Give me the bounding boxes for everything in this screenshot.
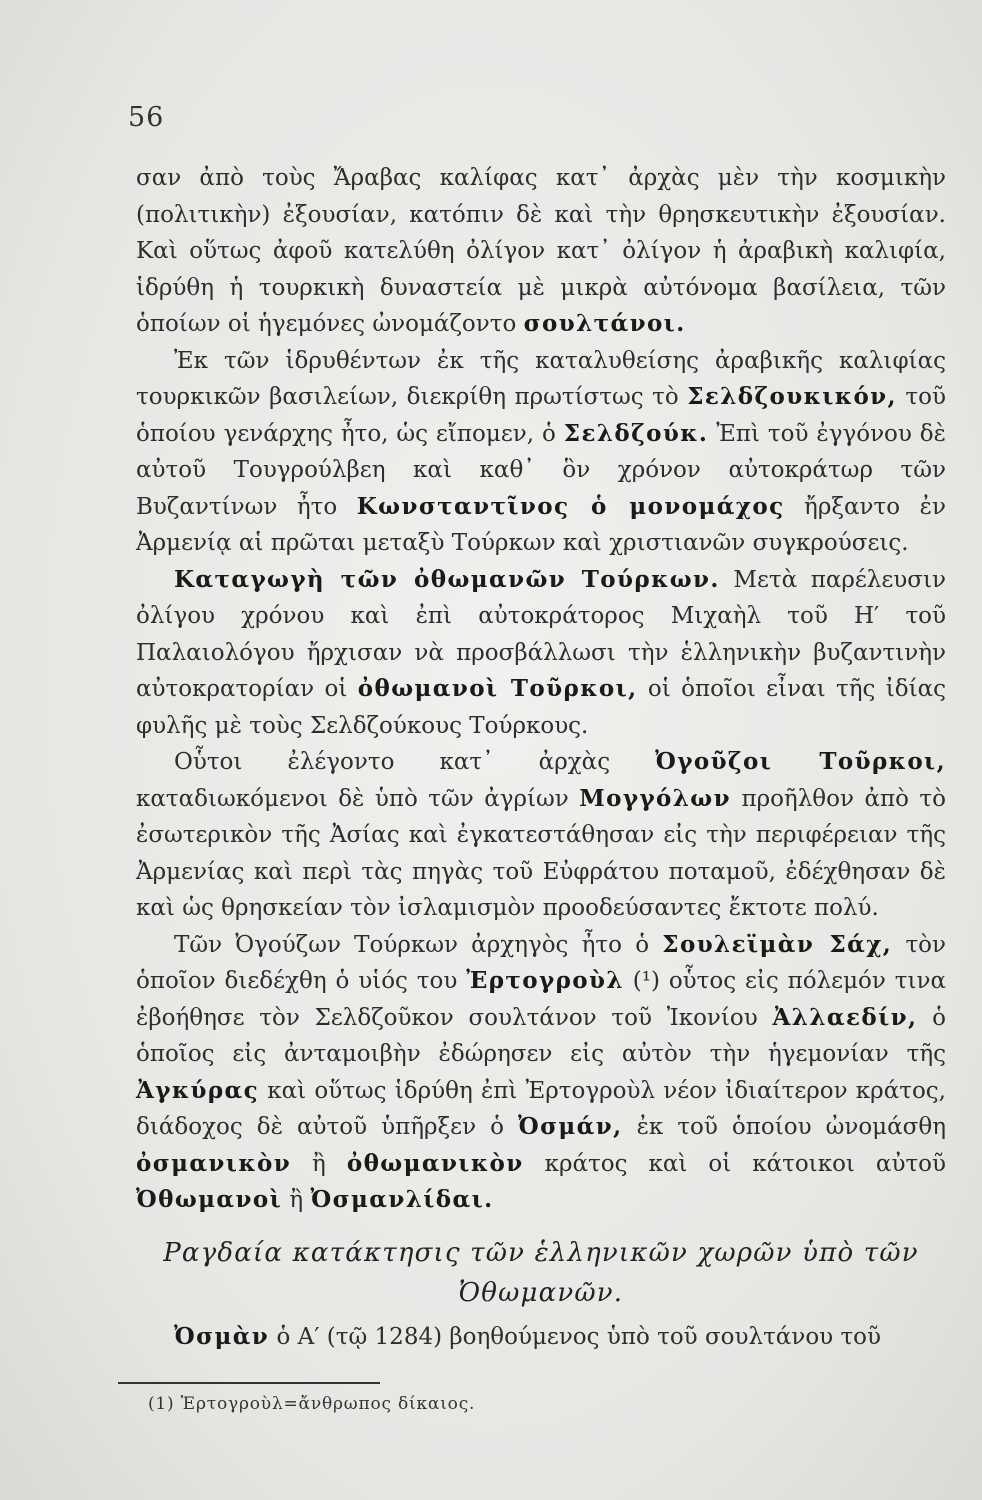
text-run: ἐκ τοῦ ὁποίου ὠνομάσθη	[622, 1114, 946, 1140]
body-text	[136, 160, 946, 1355]
paragraphs	[136, 160, 946, 1219]
footnote-rule	[118, 1382, 380, 1384]
bold-term: Ὀσμανλίδαι.	[310, 1186, 494, 1213]
text-run: καταδιωκόμενοι δὲ ὑπὸ τῶν ἀγρίων	[136, 785, 580, 812]
bold-term: Ἐρτογροὺλ	[466, 967, 624, 994]
bold-term: Ἀλλαεδίν,	[772, 1003, 918, 1031]
text-run: ὁ Α′ (τῷ 1284) βοηθούμενος ὑπὸ τοῦ σουλτάνου τοῦ	[269, 1323, 882, 1350]
bold-term: Καταγωγὴ τῶν ὀθωμανῶν Τούρκων.	[174, 565, 720, 593]
text-run: Τῶν Ὀγούζων Τούρκων ἀρχηγὸς ἦτο ὁ	[174, 931, 663, 958]
text-run: οἱ ὁποῖοι εἶναι τῆς ἰδίας φυλῆς μὲ τοὺς Σελδζούκους Τούρκους.	[136, 676, 947, 739]
text-run: προῆλθον ἀπὸ τὸ ἐσωτερικὸν τῆς Ἀσίας καὶ ἐγκατεστάθησαν εἰς τὴν περιφέρειαν τῆς Ἀρμενίας καὶ περὶ τὰς πηγὰς τοῦ Εὐφράτου ποταμοῦ, ἐδέχθησαν δὲ καὶ ὡς θρησκείαν τὸν ἰσλαμισμὸν προοδεύσαντες ἔκτοτε πολύ.	[136, 785, 946, 921]
bold-term: Ὀσμὰν	[174, 1322, 270, 1350]
bold-term: Ὀσμάν,	[517, 1113, 623, 1140]
paragraph	[136, 1319, 946, 1356]
bold-term: Κωνσταντῖνος ὁ μονομάχος	[356, 492, 785, 520]
text-run: ἢ	[282, 1187, 311, 1213]
text-run: Οὗτοι ἐλέγοντο κατ᾿ ἀρχὰς	[174, 749, 656, 775]
text-run: τὸν ὁποῖον διεδέχθη ὁ υἱός του	[136, 931, 946, 994]
bold-term: Σουλεϊμὰν Σάχ,	[662, 930, 893, 958]
text-run: σαν ἀπὸ τοὺς Ἄραβας καλίφας κατ᾿ ἀρχὰς μὲν τὴν κοσμικὴν (πολιτικὴν) ἐξουσίαν, κατόπιν δὲ καὶ τὴν θρησκευτικὴν ἐξουσίαν. Καὶ οὕτως ἀφοῦ κατελύθη ὀλίγον κατ᾿ ὀλίγον ἡ ἀραβικὴ καλιφία, ἱδρύθη ἡ τουρκικὴ δυναστεία μὲ μικρὰ αὐτόνομα βασίλεια, τῶν ὁποίων οἱ ἡγεμόνες ὠνομάζοντο	[136, 165, 946, 337]
footnote: (1) Ἐρτογροὺλ=ἄνθρωπος δίκαιος.	[148, 1394, 476, 1414]
page-number: 56	[128, 102, 165, 133]
paragraph	[136, 562, 946, 745]
bold-term: σουλτάνοι.	[523, 310, 686, 337]
text-run: Μετὰ παρέλευσιν ὀλίγου χρόνου καὶ ἐπὶ αὐτοκράτορος Μιχαὴλ τοῦ Η′ τοῦ Παλαιολόγου ἤρχισαν νὰ προσβάλλωσι τὴν ἑλληνικὴν βυζαντινὴν αὐτοκρατορίαν οἱ	[136, 566, 946, 702]
text-run: ὁ ὁποῖος εἰς ἀνταμοιβὴν ἐδώρησεν εἰς αὐτὸν τὴν ἡγεμονίαν τῆς	[136, 1004, 946, 1067]
text-run: κράτος καὶ οἱ κάτοικοι αὐτοῦ	[523, 1150, 947, 1177]
final-paragraph	[136, 1319, 946, 1356]
text-run: τοῦ ὁποίου γενάρχης ἦτο, ὡς εἴπομεν, ὁ	[136, 384, 946, 447]
bold-term: Μογγόλων	[579, 784, 731, 812]
paragraph	[136, 343, 946, 562]
bold-term: Σελδζούκ.	[563, 419, 709, 447]
bold-term: ὀθωμανικὸν	[346, 1149, 524, 1177]
text-run: Ἐκ τῶν ἱδρυθέντων ἐκ τῆς καταλυθείσης ἀραβικῆς καλιφίας τουρκικῶν βασιλείων, διεκρίθη πρωτίστως τὸ	[136, 347, 946, 410]
text-run: Ἐπὶ τοῦ ἐγγόνου δὲ αὐτοῦ Τουγρούλβεη καὶ καθ᾿ ὃν χρόνον αὐτοκράτωρ τῶν Βυζαντίνων ἦτο	[136, 420, 946, 520]
bold-term: ὀθωμανοὶ Τοῦρκοι,	[357, 675, 638, 702]
bold-term: Ὀγοῦζοι Τοῦρκοι,	[655, 748, 946, 775]
section-title: Ραγδαία κατάκτησις τῶν ἑλληνικῶν χωρῶν ὑπὸ τῶν Ὀθωμανῶν.	[163, 1237, 919, 1308]
bold-term: ὀσμανικὸν	[136, 1149, 292, 1177]
text-run: ἢ	[291, 1150, 347, 1177]
text-run: καὶ οὕτως ἱδρύθη ἐπὶ Ἐρτογροὺλ νέον ἰδιαίτερον κράτος, διάδοχος δὲ αὐτοῦ ὑπῆρξεν ὁ	[136, 1077, 946, 1140]
bold-term: Ἀγκύρας	[136, 1076, 260, 1104]
bold-term: Σελδζουκικόν,	[687, 383, 897, 410]
text-run: ἤρξαντο ἐν Ἀρμενίᾳ αἱ πρῶται μεταξὺ Τούρκων καὶ χριστιανῶν συγκρούσεις.	[136, 493, 946, 556]
paragraph	[136, 927, 946, 1219]
paragraph	[136, 160, 946, 343]
text-run: (¹) οὗτος εἰς πόλεμόν τινα ἐβοήθησε τὸν Σελδζοῦκον σουλτάνον τοῦ Ἰκονίου	[136, 968, 946, 1031]
bold-term: Ὀθωμανοὶ	[136, 1186, 283, 1213]
paragraph	[136, 744, 946, 927]
